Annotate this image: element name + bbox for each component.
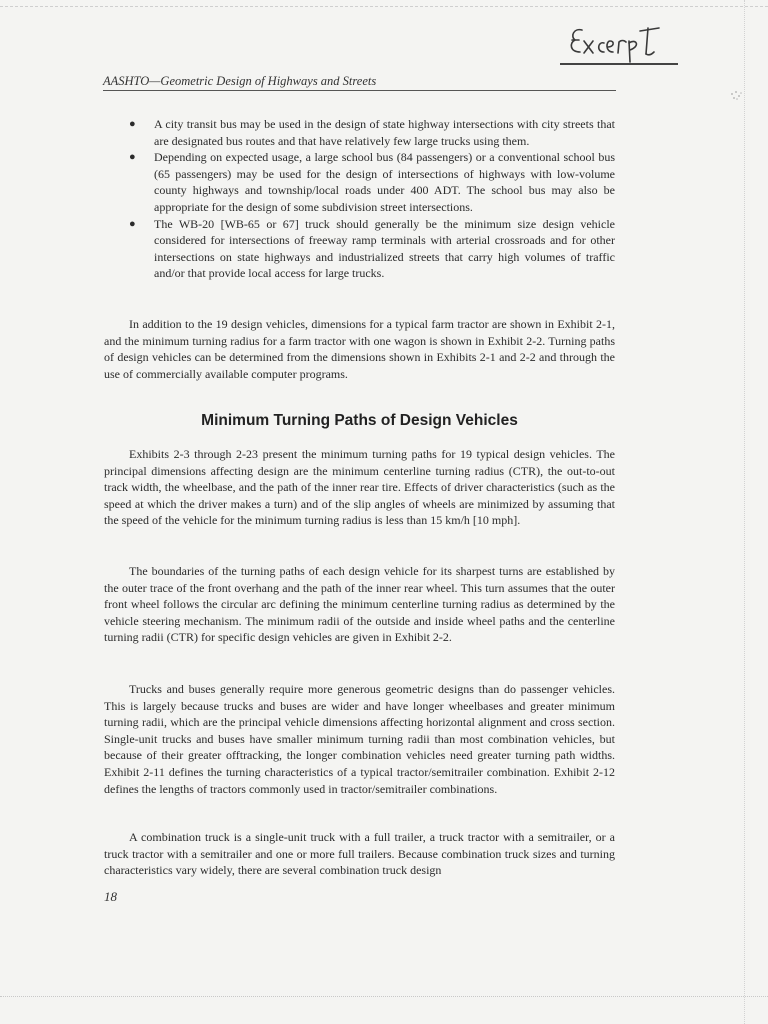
- list-item: [129, 149, 615, 215]
- stamp-underline: [560, 63, 678, 65]
- body-paragraph: A combination truck is a single-unit truck with a full trailer, a truck tractor with a semitrailer, or a truck tractor with a semitrailer and one or more full trailers. Because combination truck sizes and turning characteristics vary widely, there are several combination truck design: [104, 830, 615, 878]
- list-item: [129, 116, 615, 149]
- intro-paragraph: In addition to the 19 design vehicles, dimensions for a typical farm tractor are shown in Exhibit 2-1, and the minimum turning radius for a farm tractor with one wagon is shown in Exhibit 2-2. Turning paths of design vehicles can be determined from the dimensions shown in Exhibits 2-1 and 2-2 and through the use of commercially available computer programs.: [104, 317, 615, 381]
- bullet-text: Depending on expected usage, a large school bus (84 passengers) or a conventional school bus (65 passengers) may be used for the design of intersections of highways with low-volume county highways and township/local roads under 400 ADT. The school bus may also be appropriate for the design of some subdivision street intersections.: [154, 150, 615, 214]
- header-rule: [103, 90, 616, 91]
- body-paragraph: The boundaries of the turning paths of each design vehicle for its sharpest turns are established by the outer trace of the front overhang and the path of the inner rear wheel. This turn assumes that the outer front wheel follows the circular arc defining the minimum centerline turning radius as determined by the vehicle steering mechanism. The minimum radii of the outside and inside wheel paths and the centerline turning radii (CTR) for specific design vehicles are given in Exhibit 2-2.: [104, 564, 615, 645]
- bullet-icon: ●: [129, 151, 136, 164]
- scan-edge-right: [744, 0, 746, 1024]
- scan-speck: [728, 88, 744, 102]
- excerpt-handwritten-stamp: [566, 16, 678, 66]
- body-paragraph: Exhibits 2-3 through 2-23 present the minimum turning paths for 19 typical design vehicles. The principal dimensions affecting design are the minimum centerline turning radius (CTR), the out-to-out track width, the wheelbase, and the path of the inner rear tire. Effects of driver characteristics (such as the speed at which the driver makes a turn) and of the slip angles of wheels are minimized by assuming that the speed of the vehicle for the minimum turning radius is less than 15 km/h [10 mph].: [104, 447, 615, 528]
- scan-edge-bottom: [0, 996, 768, 998]
- body-paragraph: Trucks and buses generally require more generous geometric designs than do passenger vehicles. This is largely because trucks and buses are wider and have longer wheelbases and greater minimum turning radii, which are the principal vehicle dimensions affecting horizontal alignment and cross section. Single-unit trucks and buses have smaller minimum turning radii than most combination vehicles, but because of their greater offtracking, the longer combination vehicles need greater turning path widths. Exhibit 2-11 defines the turning characteristics of a typical tractor/semitrailer combination. Exhibit 2-12 defines the lengths of tractors commonly used in tractor/semitrailer combinations.: [104, 682, 615, 796]
- page-number: 18: [104, 889, 117, 904]
- bullet-icon: ●: [129, 217, 136, 230]
- scan-edge-top: [0, 0, 768, 7]
- bullet-icon: ●: [129, 118, 136, 130]
- list-item: [129, 216, 615, 282]
- bullet-list: [129, 116, 615, 282]
- running-head: AASHTO—Geometric Design of Highways and Streets: [103, 74, 377, 88]
- section-title: Minimum Turning Paths of Design Vehicles: [201, 412, 518, 429]
- bullet-text: The WB-20 [WB-65 or 67] truck should generally be the minimum size design vehicle considered for intersections of freeway ramp terminals with arterial crossroads and for other intersections on state highways and industrialized streets that carry high volumes of traffic and/or that provide local access for large trucks.: [154, 216, 615, 281]
- bullet-text: A city transit bus may be used in the design of state highway intersections with city streets that are designated bus routes and that have relatively few large trucks using them.: [154, 117, 615, 148]
